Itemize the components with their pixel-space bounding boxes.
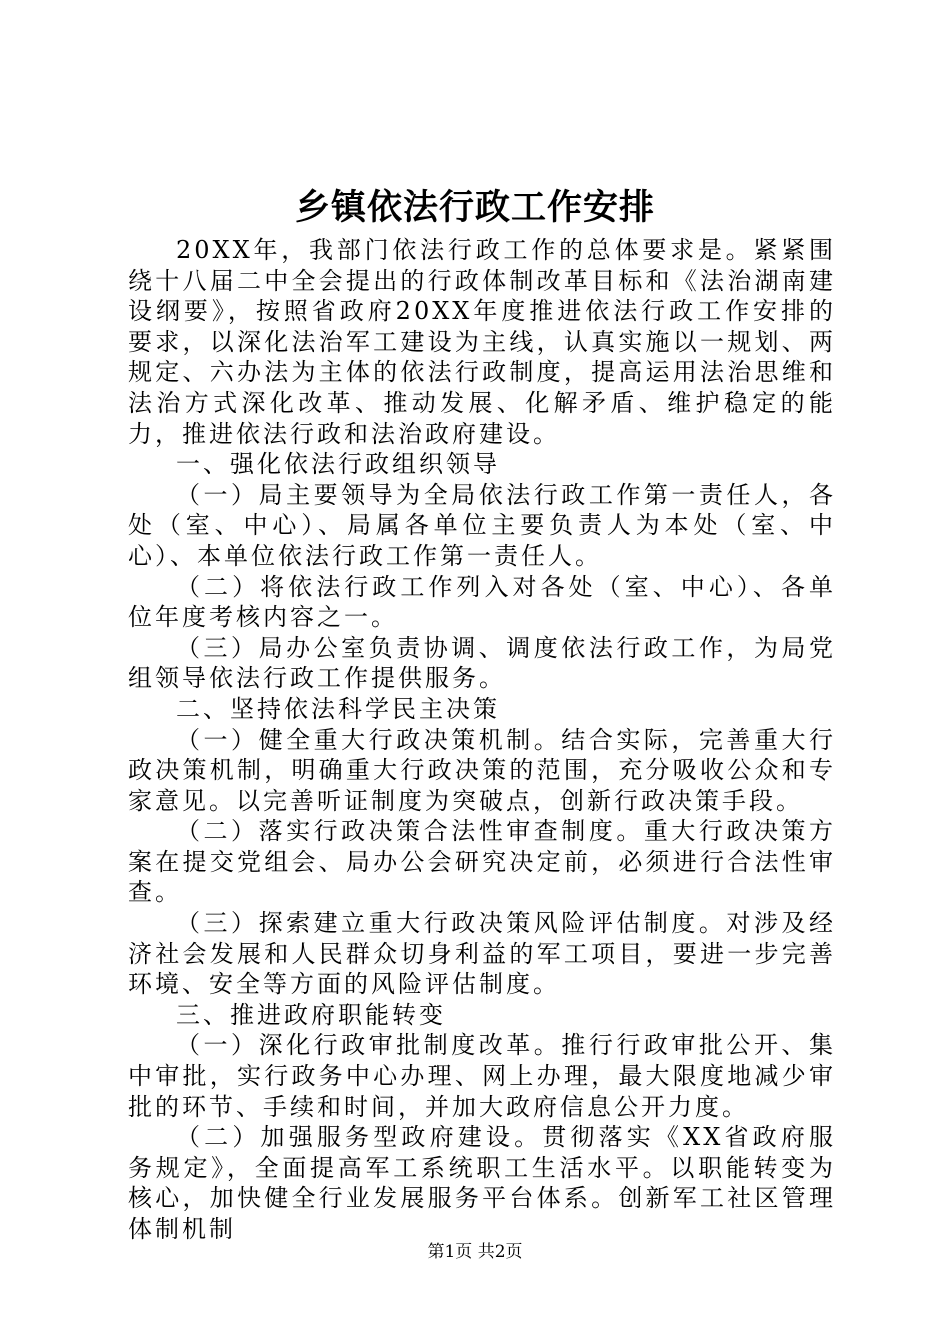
paragraph-1-1: （一）局主要领导为全局依法行政工作第一责任人，各处（室、中心）、局属各单位主要负责人为本处（室、中心）、本单位依法行政工作第一责任人。 <box>128 480 836 570</box>
document-title: 乡镇依法行政工作安排 <box>294 187 655 228</box>
paragraph-2-2: （二）落实行政决策合法性审查制度。重大行政决策方案在提交党组会、局办公会研究决定前，必须进行合法性审查。 <box>128 817 836 907</box>
section-heading-3: 三、推进政府职能转变 <box>176 1000 446 1029</box>
paragraph-2-1: （一）健全重大行政决策机制。结合实际，完善重大行政决策机制，明确重大行政决策的范围，充分吸收公众和专家意见。以完善听证制度为突破点，创新行政决策手段。 <box>128 725 836 815</box>
paragraph-3-2: （二）加强服务型政府建设。贯彻落实《XX省政府服务规定》，全面提高军工系统职工生活水平。以职能转变为核心，加快健全行业发展服务平台体系。创新军工社区管理体制机制 <box>128 1123 836 1243</box>
page-number: 第1页 共2页 <box>427 1242 523 1262</box>
paragraph-3-1: （一）深化行政审批制度改革。推行行政审批公开、集中审批，实行政务中心办理、网上办理，最大限度地减少审批的环节、手续和时间，并加大政府信息公开力度。 <box>128 1031 836 1121</box>
section-heading-1: 一、强化依法行政组织领导 <box>176 450 500 479</box>
paragraph-1-2: （二）将依法行政工作列入对各处（室、中心）、各单位年度考核内容之一。 <box>128 572 836 632</box>
paragraph-1-3: （三）局办公室负责协调、调度依法行政工作，为局党组领导依法行政工作提供服务。 <box>128 633 836 693</box>
paragraph-2-3: （三）探索建立重大行政决策风险评估制度。对涉及经济社会发展和人民群众切身利益的军工项目，要进一步完善环境、安全等方面的风险评估制度。 <box>128 909 836 999</box>
document-body <box>128 235 836 1245</box>
section-heading-2: 二、坚持依法科学民主决策 <box>176 694 500 723</box>
intro-paragraph: 20XX年，我部门依法行政工作的总体要求是。紧紧围绕十八届二中全会提出的行政体制改革目标和《法治湖南建设纲要》，按照省政府20XX年度推进依法行政工作安排的要求，以深化法治军工建设为主线，认真实施以一规划、两规定、六办法为主体的依法行政制度，提高运用法治思维和法治方式深化改革、推动发展、化解矛盾、维护稳定的能力，推进依法行政和法治政府建设。 <box>128 236 836 448</box>
